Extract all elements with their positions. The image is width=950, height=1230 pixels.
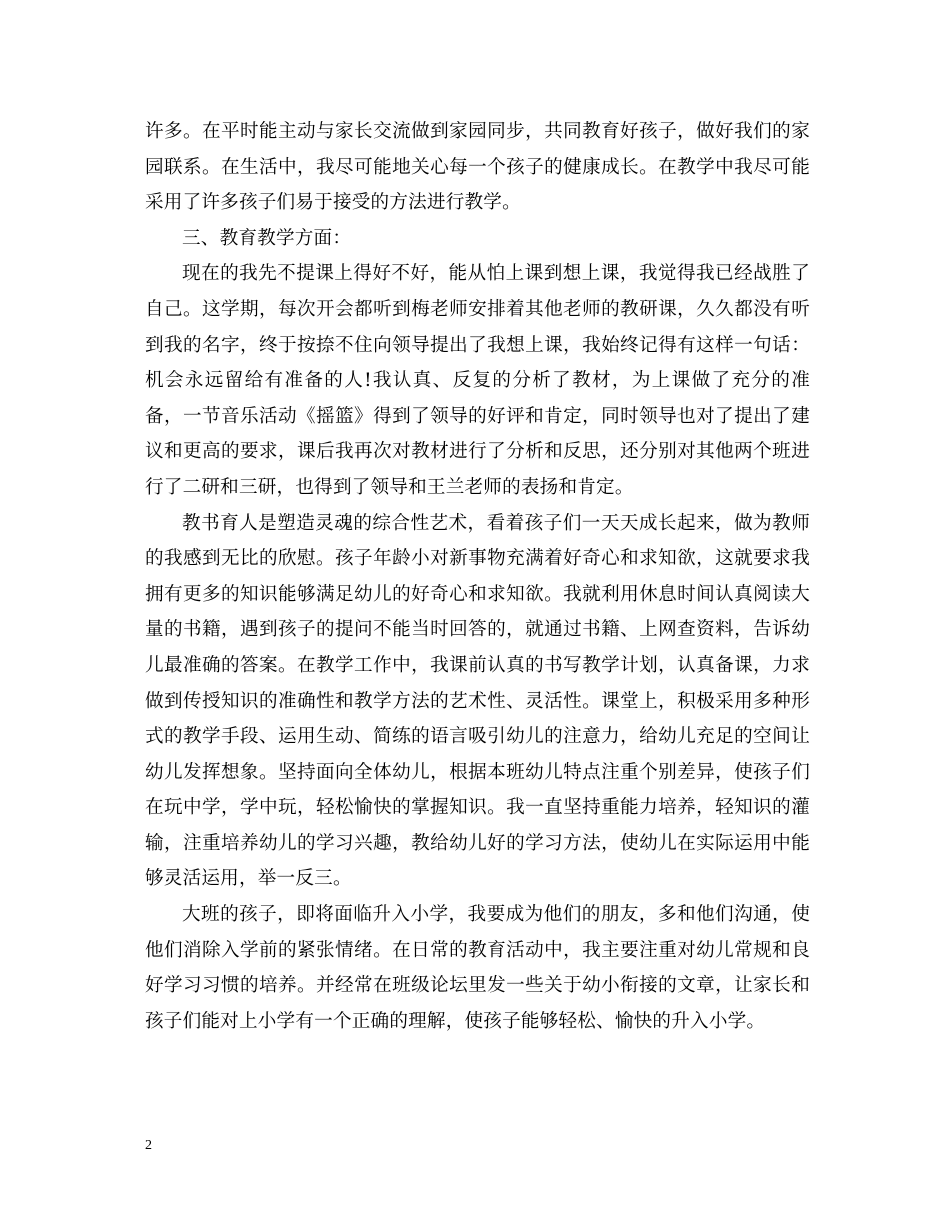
section-heading: 三、教育教学方面： <box>182 227 352 249</box>
document-body <box>145 114 810 1039</box>
paragraph-continuation: 许多。在平时能主动与家长交流做到家园同步，共同教育好孩子，做好我们的家园联系。在生活中，我尽可能地关心每一个孩子的健康成长。在教学中我尽可能采用了许多孩子们易于接受的方法进行教学。 <box>145 121 810 214</box>
paragraph-teaching-methods: 教书育人是塑造灵魂的综合性艺术，看着孩子们一天天成长起来，做为教师的我感到无比的欣慰。孩子年龄小对新事物充满着好奇心和求知欲，这就要求我拥有更多的知识能够满足幼儿的好奇心和求知欲。我就利用休息时间认真阅读大量的书籍，遇到孩子的提问不能当时回答的，就通过书籍、上网查资料，告诉幼儿最准确的答案。在教学工作中，我课前认真的书写教学计划，认真备课，力求做到传授知识的准确性和教学方法的艺术性、灵活性。课堂上，积极采用多种形式的教学手段、运用生动、简练的语言吸引幼儿的注意力，给幼儿充足的空间让幼儿发挥想象。坚持面向全体幼儿，根据本班幼儿特点注重个别差异，使孩子们在玩中学，学中玩，轻松愉快的掌握知识。我一直坚持重能力培养，轻知识的灌输，注重培养幼儿的学习兴趣，教给幼儿好的学习方法，使幼儿在实际运用中能够灵活运用，举一反三。 <box>145 512 810 890</box>
page-number: 2 <box>145 1138 152 1153</box>
paragraph-kindergarten-transition: 大班的孩子，即将面临升入小学，我要成为他们的朋友，多和他们沟通，使他们消除入学前的紧张情绪。在日常的教育活动中，我主要注重对幼儿常规和良好学习习惯的培养。并经常在班级论坛里发一些关于幼小衔接的文章，让家长和孩子们能对上小学有一个正确的理解，使孩子能够轻松、愉快的升入小学。 <box>145 904 810 1032</box>
paragraph-teaching-lesson: 现在的我先不提课上得好不好，能从怕上课到想上课，我觉得我已经战胜了自己。这学期，每次开会都听到梅老师安排着其他老师的教研课，久久都没有听到我的名字，终于按捺不住向领导提出了我想上课，我始终记得有这样一句话：机会永远留给有准备的人!我认真、反复的分析了教材，为上课做了充分的准备，一节音乐活动《摇篮》得到了领导的好评和肯定，同时领导也对了提出了建议和更高的要求，课后我再次对教材进行了分析和反思，还分别对其他两个班进行了二研和三研，也得到了领导和王兰老师的表扬和肯定。 <box>145 263 810 498</box>
